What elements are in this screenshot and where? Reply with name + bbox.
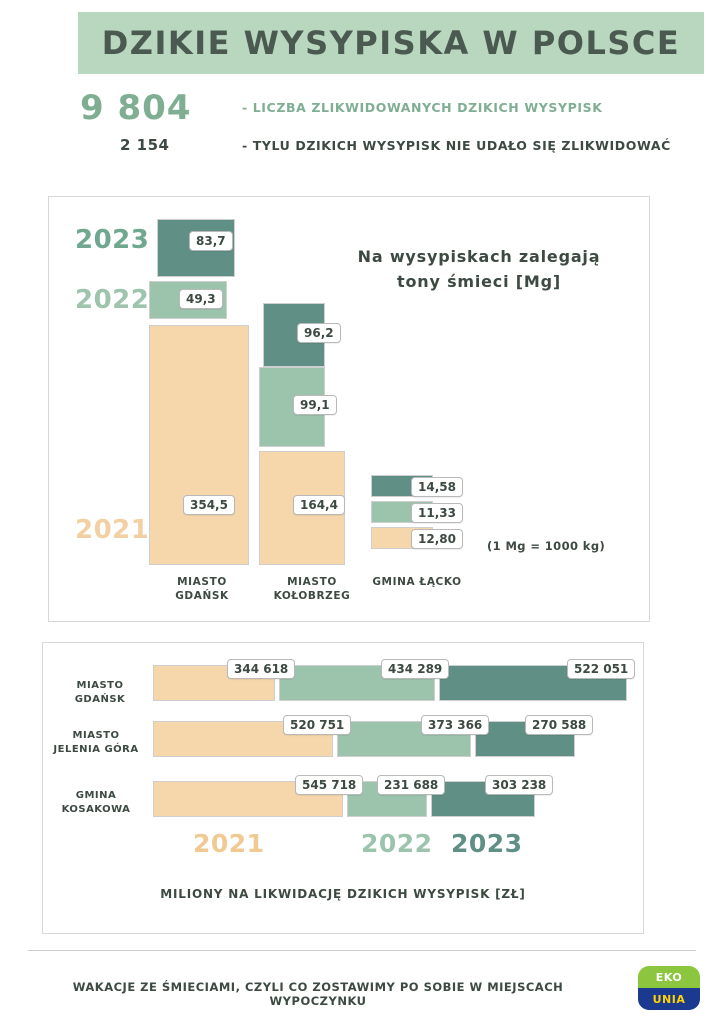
value-lacko-2022: 11,33 [411, 503, 463, 523]
page-title: DZIKIE WYSYPISKA W POLSCE [101, 24, 681, 62]
tons-chart-title: Na wysypiskach zalegają tony śmieci [Mg] [357, 247, 601, 291]
bar-gdansk-2021 [149, 325, 249, 565]
category-label-gdansk: MIASTO GDAŃSK [175, 576, 229, 603]
value-lacko-2023: 14,58 [411, 477, 463, 497]
money-value-jelenia-2023: 270 588 [525, 715, 593, 735]
tons-year-label-2022: 2022 [75, 285, 150, 315]
money-chart-caption: MILIONY NA LIKWIDACJĘ DZIKICH WYSYPISK [ZŁ] [160, 887, 526, 901]
money-value-gdansk-2023: 522 051 [567, 659, 635, 679]
footer-divider [28, 950, 696, 951]
logo-top-text: EKO [638, 966, 700, 988]
money-year-label-2022: 2022 [361, 829, 433, 858]
money-value-kosakowa-2022: 231 688 [377, 775, 445, 795]
remaining-count-label: - TYLU DZIKICH WYSYPISK NIE UDAŁO SIĘ ZLIKWIDOWAĆ [242, 138, 671, 153]
header-banner [78, 12, 704, 74]
remaining-count: 2 154 [120, 136, 170, 154]
unit-note: (1 Mg = 1000 kg) [487, 539, 606, 553]
money-value-gdansk-2021: 344 618 [227, 659, 295, 679]
liquidated-count-label: - LICZBA ZLIKWIDOWANYCH DZIKICH WYSYPISK [242, 100, 603, 115]
eko-unia-logo [638, 966, 700, 1010]
footer-text: WAKACJE ZE ŚMIECIAMI, CZYLI CO ZOSTAWIMY PO SOBIE W MIEJSCACH WYPOCZYNKU [72, 980, 564, 1008]
value-gdansk-2022: 49,3 [179, 289, 223, 309]
money-row-label-jelenia-gora: MIASTO JELENIA GÓRA [53, 730, 139, 755]
money-value-jelenia-2021: 520 751 [283, 715, 351, 735]
money-value-jelenia-2022: 373 366 [421, 715, 489, 735]
tons-year-label-2021: 2021 [75, 515, 150, 545]
money-value-kosakowa-2021: 545 718 [295, 775, 363, 795]
value-kolobrzeg-2023: 96,2 [297, 323, 341, 343]
tons-chart-panel [48, 196, 650, 622]
value-lacko-2021: 12,80 [411, 529, 463, 549]
money-year-label-2023: 2023 [451, 829, 523, 858]
money-value-gdansk-2022: 434 289 [381, 659, 449, 679]
money-row-label-kosakowa: GMINA KOSAKOWA [61, 790, 131, 815]
category-label-kolobrzeg: MIASTO KOŁOBRZEG [273, 576, 351, 603]
value-kolobrzeg-2021: 164,4 [293, 495, 345, 515]
category-label-lacko: GMINA ŁĄCKO [372, 576, 462, 588]
value-gdansk-2021: 354,5 [183, 495, 235, 515]
money-row-label-gdansk: MIASTO GDAŃSK [74, 680, 126, 705]
money-value-kosakowa-2023: 303 238 [485, 775, 553, 795]
money-year-label-2021: 2021 [193, 829, 265, 858]
liquidated-count: 9 804 [80, 88, 192, 128]
money-chart-panel [42, 642, 644, 934]
tons-year-label-2023: 2023 [75, 225, 150, 255]
summary-block [60, 88, 700, 168]
value-kolobrzeg-2022: 99,1 [293, 395, 337, 415]
logo-bottom-text: UNIA [638, 988, 700, 1010]
value-gdansk-2023: 83,7 [189, 231, 233, 251]
